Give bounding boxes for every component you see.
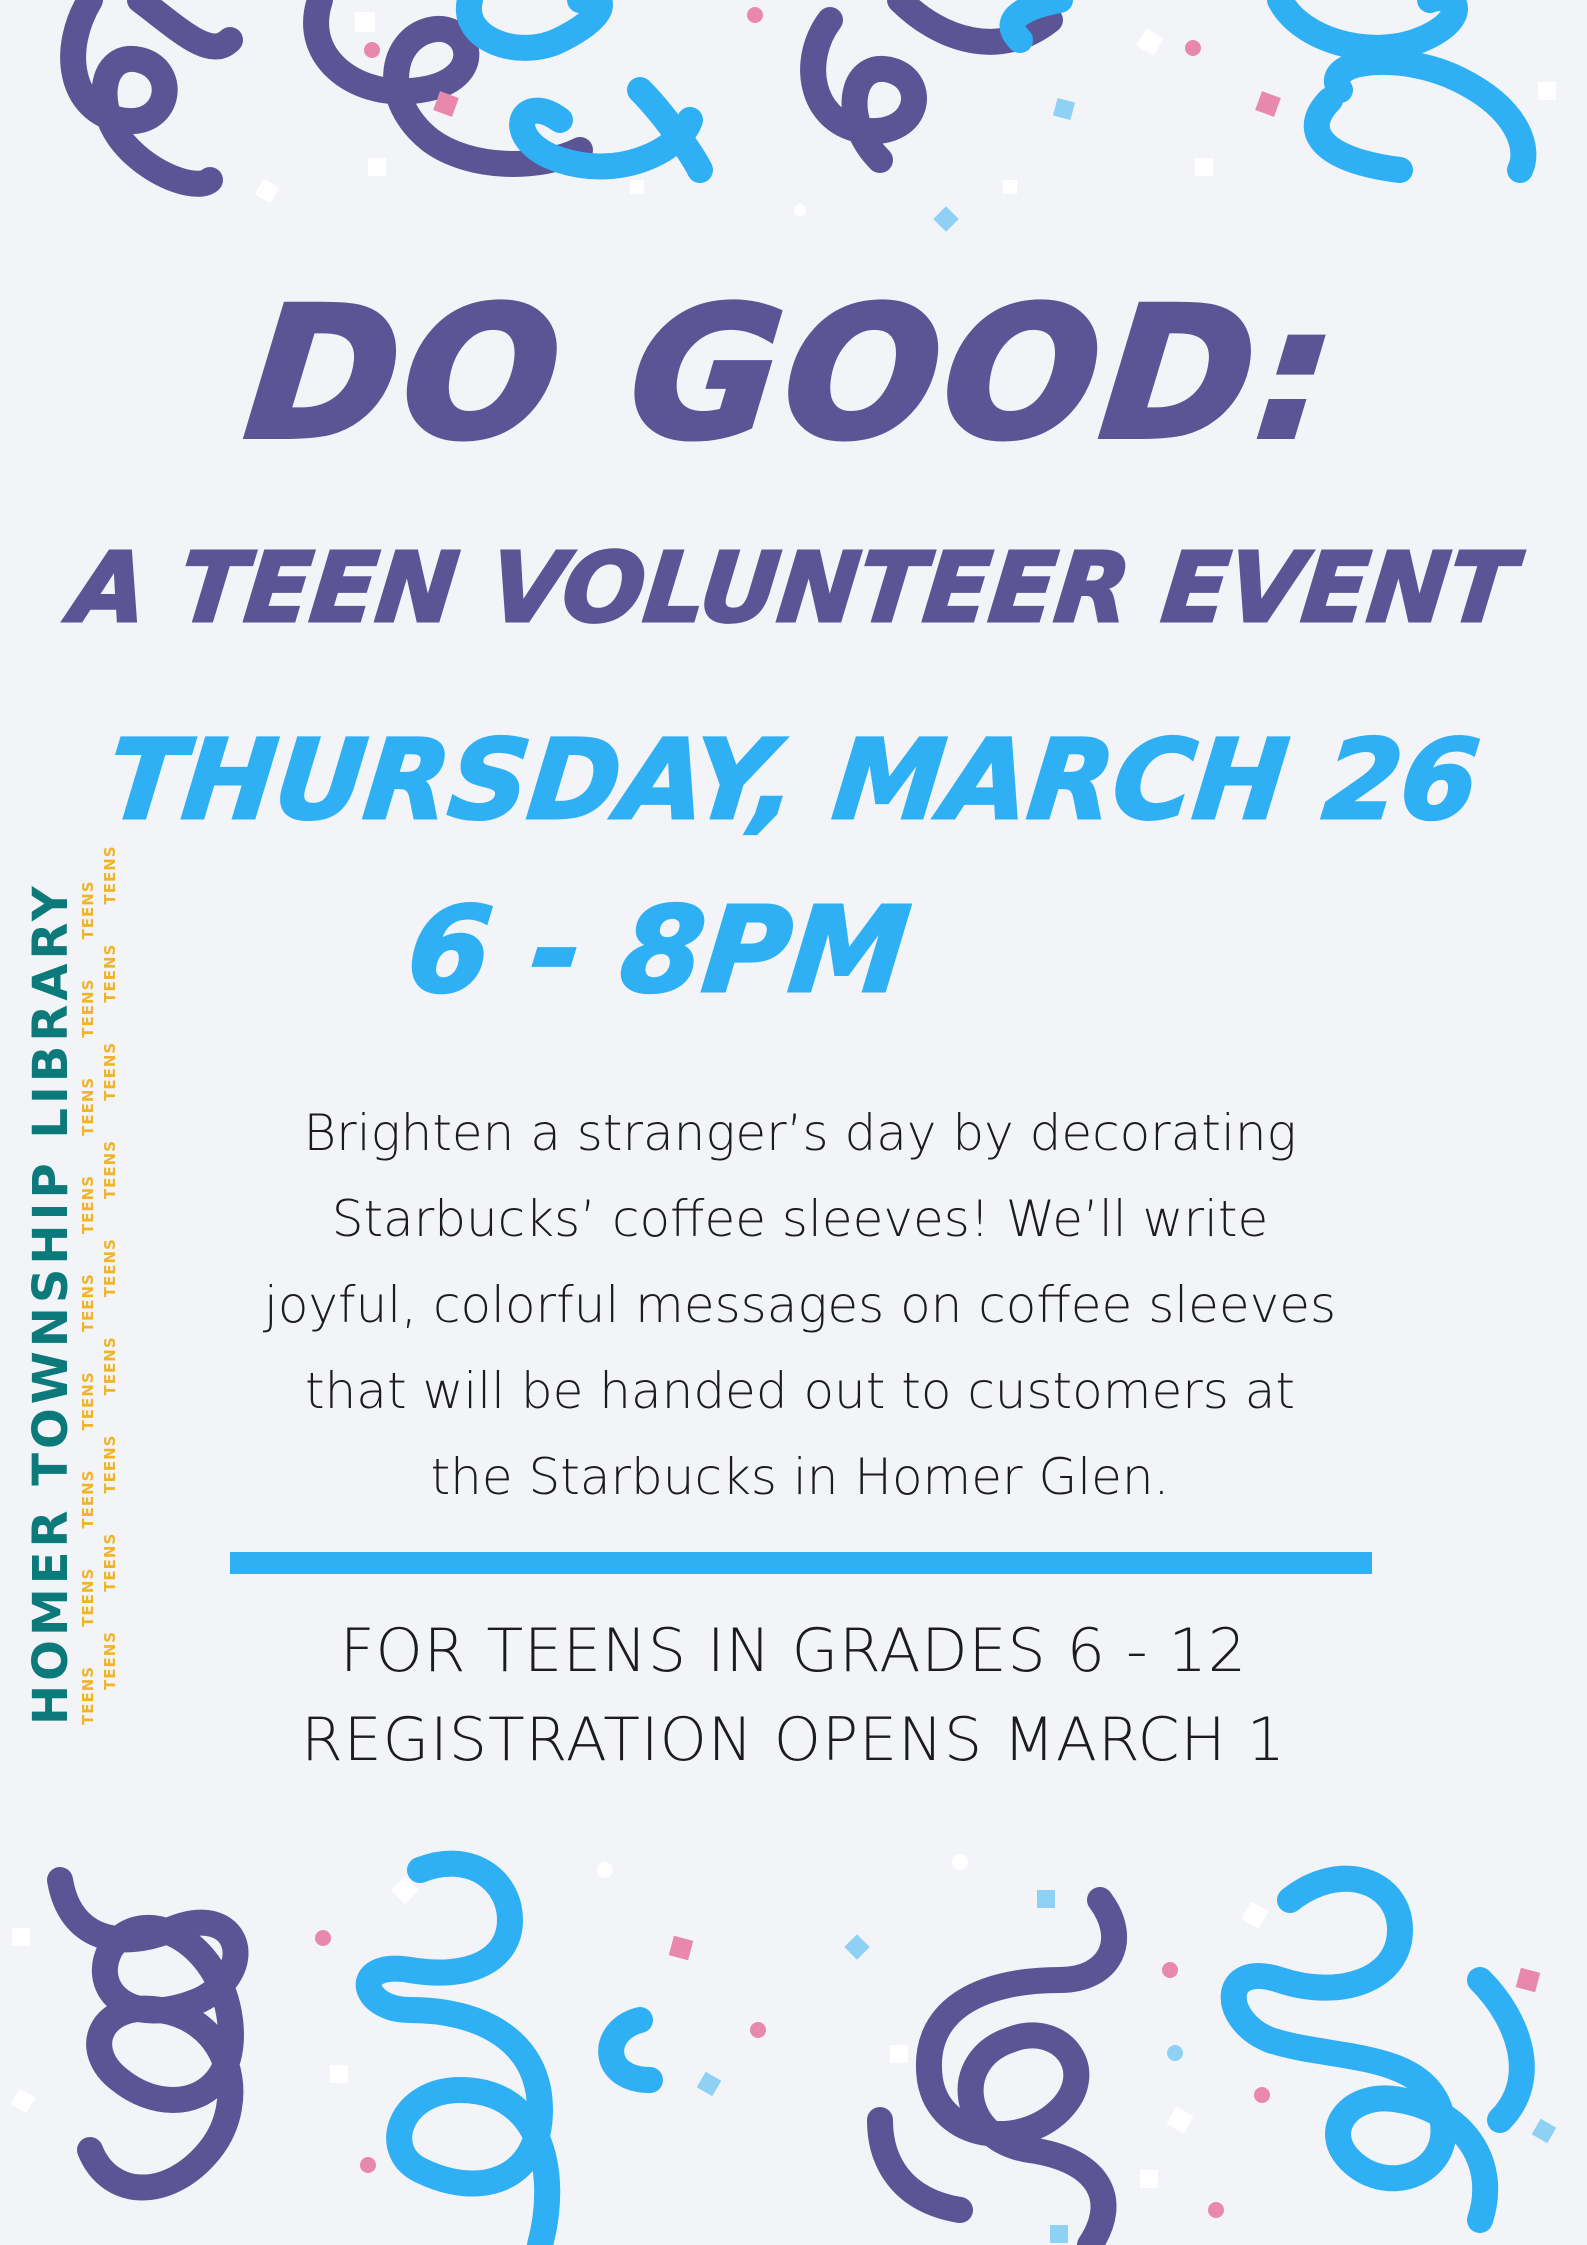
audience-text: FOR TEENS IN GRADES 6 - 12 [339, 1616, 1248, 1686]
event-time: 6 - 8PM [401, 881, 916, 1019]
teens-label: TEENS [101, 845, 119, 905]
teens-label: TEENS [79, 1567, 97, 1627]
teens-label: TEENS [79, 1665, 97, 1725]
teens-label: TEENS [101, 1238, 119, 1298]
event-time-wrap [0, 881, 1587, 1019]
teens-label: TEENS [101, 1630, 119, 1690]
registration-text: REGISTRATION OPENS MARCH 1 [301, 1705, 1286, 1775]
teens-label: TEENS [79, 1469, 97, 1529]
event-subtitle: A TEEN VOLUNTEER EVENT [66, 532, 1521, 644]
teens-label: TEENS [79, 1076, 97, 1136]
teens-label: TEENS [101, 1041, 119, 1101]
teens-label: TEENS [79, 1273, 97, 1333]
description-line: Starbucks’ coffee sleeves! We’ll write [331, 1190, 1269, 1248]
divider-line [230, 1552, 1372, 1574]
event-date: THURSDAY, MARCH 26 [102, 716, 1485, 844]
streamers-top-decoration [0, 0, 1587, 270]
teens-label: TEENS [101, 1532, 119, 1592]
teens-label: TEENS [101, 1336, 119, 1396]
description-line: joyful, colorful messages on coffee sleeves [263, 1276, 1337, 1334]
library-name: HOMER TOWNSHIP LIBRARY [23, 882, 79, 1725]
teens-label: TEENS [79, 880, 97, 940]
teens-repeat-column-2 [100, 845, 130, 1690]
description-line: Brighten a stranger’s day by decorating [303, 1104, 1297, 1162]
description-line: that will be handed out to customers at [305, 1362, 1295, 1420]
event-title: DO GOOD: [238, 270, 1349, 479]
teens-label: TEENS [79, 1371, 97, 1431]
teens-label: TEENS [101, 1139, 119, 1200]
event-description [220, 1090, 1380, 1520]
library-logo-text [23, 825, 79, 1725]
teens-label: TEENS [101, 943, 119, 1003]
teens-label: TEENS [79, 978, 97, 1038]
description-line: the Starbucks in Homer Glen. [430, 1448, 1170, 1506]
streamers-bottom-decoration [0, 1820, 1587, 2245]
teens-label: TEENS [101, 1434, 119, 1494]
teens-label: TEENS [79, 1174, 97, 1235]
